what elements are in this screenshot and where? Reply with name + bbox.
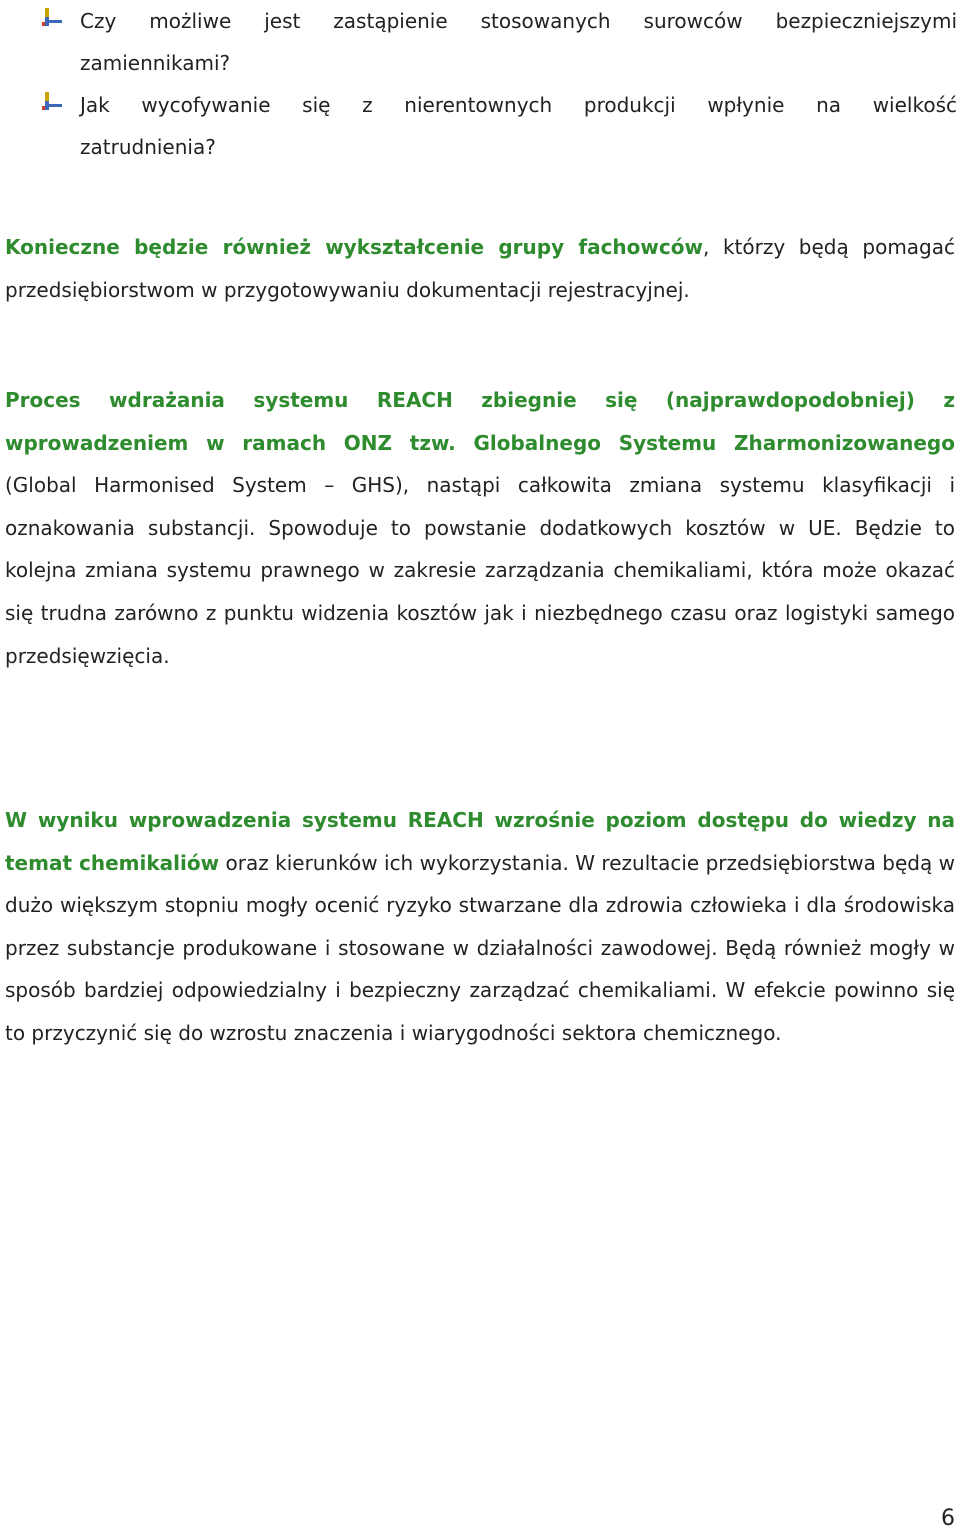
bullet-list xyxy=(42,0,957,168)
paragraph-experts xyxy=(5,226,955,311)
bullet-text-line1: Czy możliwe jest zastąpienie stosowanych surowców bezpieczniejszymi xyxy=(80,9,957,33)
paragraph-knowledge xyxy=(5,799,955,1055)
bullet-text-line2: zamiennikami? xyxy=(80,51,231,75)
paragraph-highlight: Proces wdrażania systemu REACH zbiegnie się (najprawdopodobniej) z wprowadzeniem w ramach ONZ tzw. Globalnego Systemu Zharmonizowanego xyxy=(5,388,955,455)
bullet-item xyxy=(42,0,957,84)
paragraph-reach-ghs xyxy=(5,379,955,677)
bullet-text-line2: zatrudnienia? xyxy=(80,135,216,159)
paragraph-text: (Global Harmonised System – GHS), nastąpi całkowita zmiana systemu klasyfikacji i oznakowania substancji. Spowoduje to powstanie dodatkowych kosztów w UE. Będzie to kolejna zmiana systemu prawnego w zakresie zarządzania chemikaliami, która może okazać się trudna zarówno z punktu widzenia kosztów jak i niezbędnego czasu oraz logistyki samego przedsięwzięcia. xyxy=(5,473,955,668)
bullet-text-line1: Jak wycofywanie się z nierentownych produkcji wpłynie na wielkość xyxy=(80,93,957,117)
page-number: 6 xyxy=(941,1506,955,1531)
bullet-arrow-icon xyxy=(42,92,62,112)
bullet-item xyxy=(42,84,957,168)
paragraph-text: oraz kierunków ich wykorzystania. W rezultacie przedsiębiorstwa będą w dużo większym stopniu mogły ocenić ryzyko stwarzane dla zdrowia człowieka i dla środowiska przez substancje produkowane i stosowane w działalności zawodowej. Będą również mogły w sposób bardziej odpowiedzialny i bezpieczny zarządzać chemikaliami. W efekcie powinno się to przyczynić się do wzrostu znaczenia i wiarygodności sektora chemicznego. xyxy=(5,850,956,1045)
paragraph-highlight: W wyniku wprowadzenia systemu REACH wzrośnie poziom dostępu do wiedzy na temat chemikaliów xyxy=(5,808,955,875)
bullet-arrow-icon xyxy=(42,8,62,28)
paragraph-highlight: Konieczne będzie również wykształcenie grupy fachowców xyxy=(5,235,703,259)
paragraph-text: , którzy będą pomagać przedsiębiorstwom w przygotowywaniu dokumentacji rejestracyjnej. xyxy=(5,235,955,302)
